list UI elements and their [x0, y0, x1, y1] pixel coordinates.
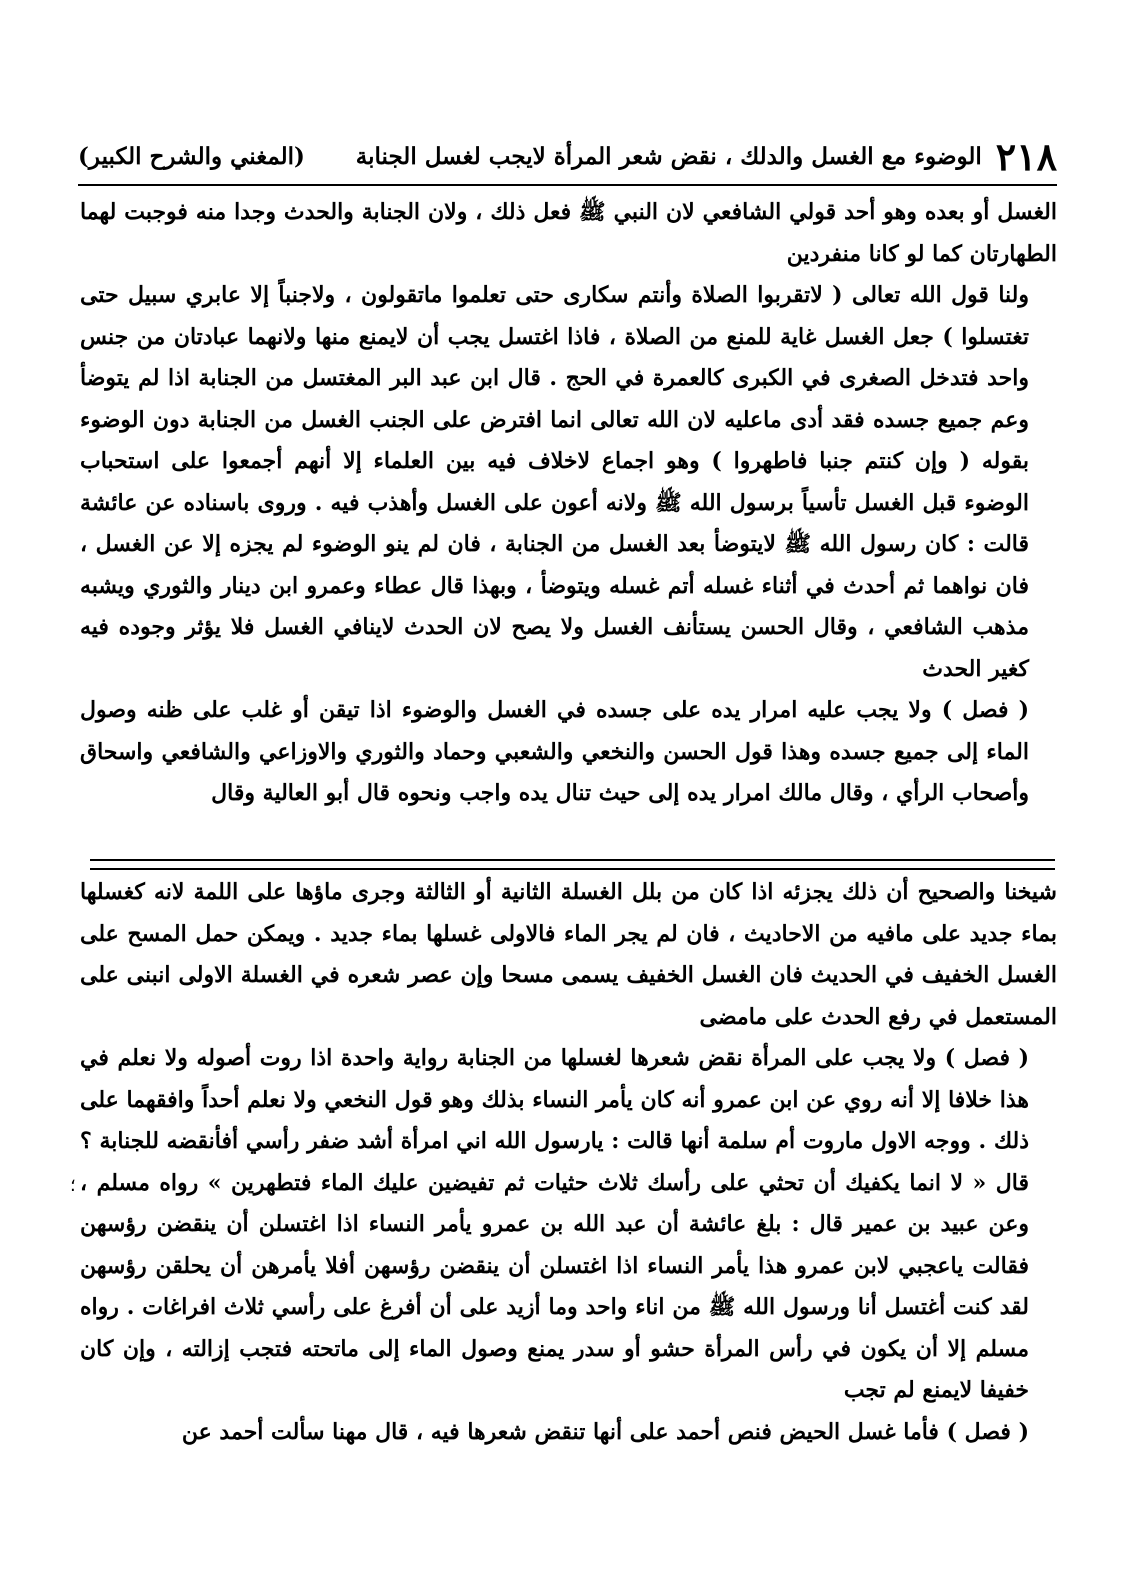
commentary-paragraph-3: ( فصل ) فأما غسل الحيض فنص أحمد على أنها تنقض شعرها فيه ، قال مهنا سألت أحمد عن — [181, 1418, 1029, 1445]
main-paragraph-1: الغسل أو بعده وهو أحد قولي الشافعي لان النبي ﷺ فعل ذلك ، ولان الجنابة والحدث وجدا منه فوجبت لهما الطهارتان كما لو كانا منفردين — [80, 199, 1057, 267]
main-paragraph-2: ولنا قول الله تعالى ( لاتقربوا الصلاة وأنتم سكارى حتى تعلموا ماتقولون ، ولاجنباً إلا عابري سبيل حتى تغتسلوا ) جعل الغسل غاية للمنع من الصلاة ، فاذا اغتسل يجب أن لايمنع منها ولانهما عبادتان من جنس واحد فتدخل الصغرى في الكبرى كالعمرة في الحج . قال ابن عبد البر المغتسل من الجنابة اذا لم يتوضأ وعم جميع جسده فقد أدى ماعليه لان الله تعالى انما افترض على الجنب الغسل من الجنابة دون الوضوء بقوله ( وإن كنتم جنبا فاطهروا ) وهو اجماع لاخلاف فيه بين العلماء إلا أنهم أجمعوا على استحباب الوضوء قبل الغسل تأسياً برسول الله ﷺ ولانه أعون على الغسل وأهذب فيه . وروى باسناده عن عائشة قالت : كان رسول الله ﷺ لايتوضأ بعد الغسل من الجنابة ، فان لم ينو الوضوء لم يجزه إلا عن الغسل ، فان نواهما ثم أحدث في أثناء غسله أتم غسله ويتوضأ ، وبهذا قال عطاء وعمرو ابن دينار والثوري ويشبه مذهب الشافعي ، وقال الحسن يستأنف الغسل ولا يصح لان الحدث لاينافي الغسل فلا يؤثر وجوده فيه كغير الحدث — [80, 282, 1029, 682]
section-divider — [90, 859, 1055, 870]
page-header — [78, 128, 1057, 186]
commentary-paragraph-1: شيخنا والصحيح أن ذلك يجزئه اذا كان من بلل الغسلة الثانية أو الثالثة وجرى ماؤها على اللمة لانه كغسلها بماء جديد على مافيه من الاحاديث ، فان لم يجر الماء فالاولى غسلها بماء جديد . ويمكن حمل المسح على الغسل الخفيف في الحديث فان الغسل الخفيف يسمى مسحا وإن عصر شعره في الغسلة الاولى انبنى على المستعمل في رفع الحدث على مامضى — [80, 879, 1057, 1030]
running-title: الوضوء مع الغسل والدلك ، نقض شعر المرأة لايجب لغسل الجنابة — [355, 142, 982, 170]
book-title: (المغني والشرح الكبير) — [78, 142, 305, 170]
main-paragraph-3: ( فصل ) ولا يجب عليه امرار يده على جسده في الغسل والوضوء اذا تيقن أو غلب على ظنه وصول الماء إلى جميع جسده وهذا قول الحسن والنخعي والشعبي وحماد والثوري والاوزاعي والشافعي واسحاق وأصحاب الرأي ، وقال مالك امرار يده إلى حيث تنال يده واجب ونحوه قال أبو العالية وقال — [80, 697, 1029, 806]
margin-mark: ؛ — [70, 1175, 76, 1196]
commentary-text — [80, 872, 1057, 1453]
page-number: ٢١٨ — [995, 133, 1057, 179]
main-text — [80, 192, 1057, 815]
commentary-paragraph-2: ( فصل ) ولا يجب على المرأة نقض شعرها لغسلها من الجنابة رواية واحدة اذا روت أصوله ولا نعلم في هذا خلافا إلا أنه روي عن ابن عمرو أنه كان يأمر النساء بذلك وهو قول النخعي ولا نعلم أحداً وافقهما على ذلك . ووجه الاول ماروت أم سلمة أنها قالت : يارسول الله اني امرأة أشد ضفر رأسي أفأنقضه للجنابة ؟ قال « لا انما يكفيك أن تحثي على رأسك ثلاث حثيات ثم تفيضين عليك الماء فتطهرين » رواه مسلم ، وعن عبيد بن عمير قال : بلغ عائشة أن عبد الله بن عمرو يأمر النساء اذا اغتسلن أن ينقضن رؤسهن فقالت ياعجبي لابن عمرو هذا يأمر النساء اذا اغتسلن أن ينقضن رؤسهن أفلا يأمرهن أن يحلقن رؤسهن لقد كنت أغتسل أنا ورسول الله ﷺ من اناء واحد وما أزيد على أن أفرغ على رأسي ثلاث افراغات . رواه مسلم إلا أن يكون في رأس المرأة حشو أو سدر يمنع وصول الماء إلى ماتحته فتجب إزالته ، وإن كان خفيفا لايمنع لم تجب — [80, 1045, 1029, 1403]
